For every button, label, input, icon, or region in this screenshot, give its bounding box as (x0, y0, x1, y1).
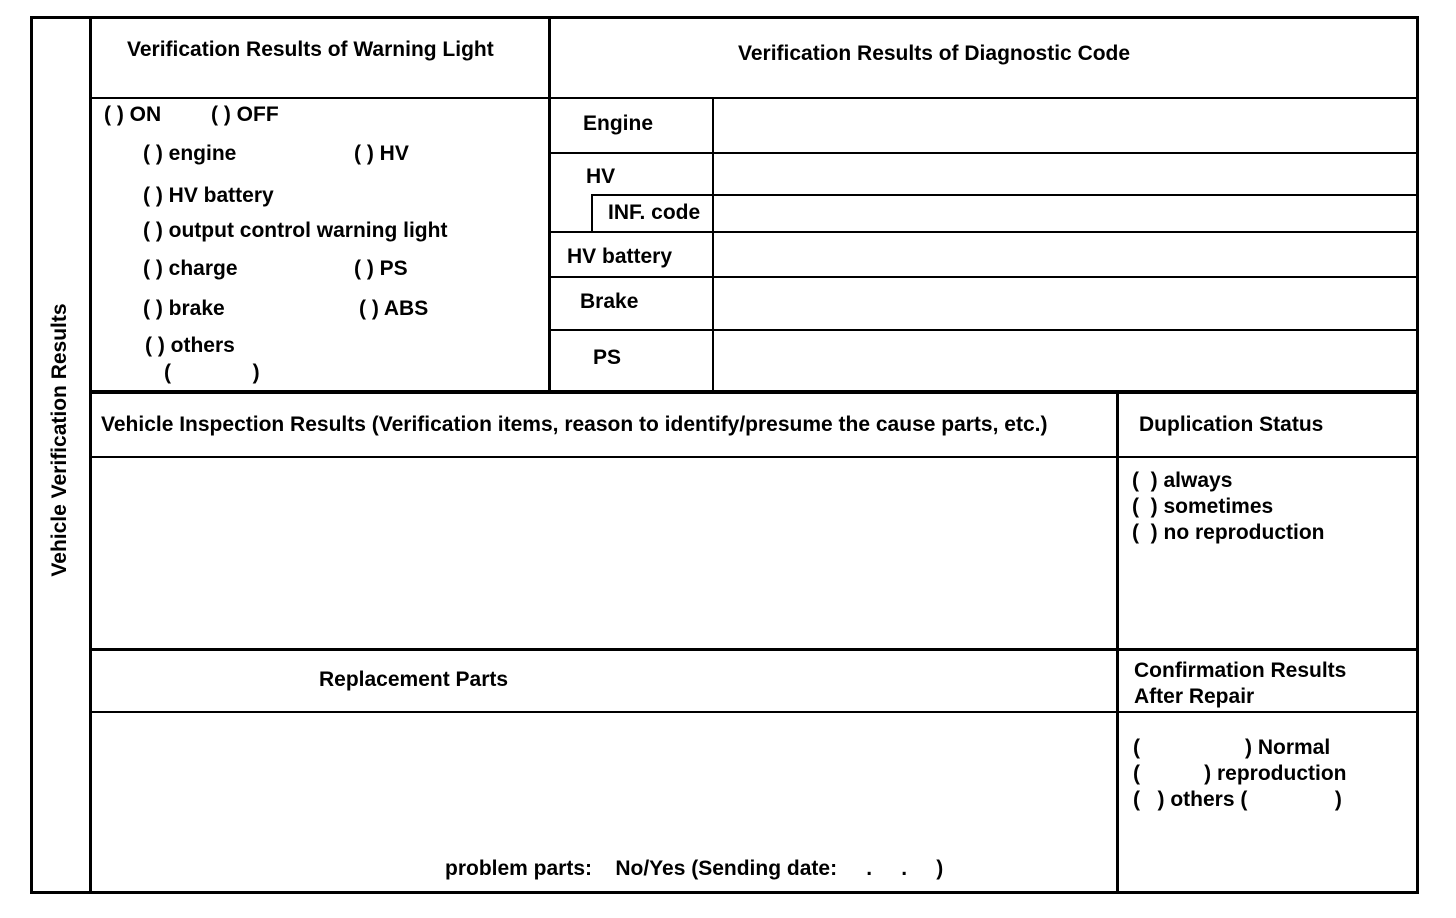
diag-row-engine-rule (551, 152, 1417, 154)
frame-bottom (30, 891, 1419, 894)
diag-row-brake-rule (551, 329, 1417, 331)
diag-field-brake[interactable] (716, 280, 1414, 327)
section-rule-bottom (92, 648, 1417, 651)
diag-field-ps[interactable] (716, 333, 1414, 389)
confirm-normal-checkbox[interactable]: ( ) Normal (1133, 736, 1331, 759)
replacement-field[interactable] (94, 715, 1114, 845)
section-rule-top (92, 390, 1417, 394)
warning-diag-divider (548, 16, 551, 391)
diag-inf-box-top (591, 194, 712, 196)
confirmation-header-line1: Confirmation Results (1134, 659, 1347, 682)
diag-label-hv-battery: HV battery (567, 245, 673, 268)
warning-hv-checkbox[interactable]: ( ) HV (354, 142, 409, 165)
diag-label-hv: HV (586, 165, 616, 188)
dup-sometimes-checkbox[interactable]: ( ) sometimes (1132, 495, 1274, 518)
confirm-others-checkbox[interactable]: ( ) others ( ) (1133, 788, 1342, 811)
diag-label-engine: Engine (583, 112, 654, 135)
diagnostic-code-header: Verification Results of Diagnostic Code (738, 42, 1131, 65)
side-divider (89, 16, 92, 894)
warning-abs-checkbox[interactable]: ( ) ABS (359, 297, 429, 320)
warning-others-field[interactable]: ( ) (164, 361, 260, 384)
confirm-reproduction-checkbox[interactable]: ( ) reproduction (1133, 762, 1347, 785)
diag-label-brake: Brake (580, 290, 639, 313)
diag-label-divider (712, 99, 714, 391)
diag-field-hv-battery[interactable] (716, 235, 1414, 274)
replacement-header-rule (92, 711, 1417, 713)
diag-field-inf-code[interactable] (716, 198, 1414, 229)
warning-on-checkbox[interactable]: ( ) ON (104, 103, 162, 126)
inspection-header-rule (92, 456, 1417, 458)
warning-light-header: Verification Results of Warning Light (127, 38, 494, 61)
inspection-field[interactable] (94, 460, 1114, 646)
warning-others-checkbox[interactable]: ( ) others (145, 334, 235, 357)
side-label: Vehicle Verification Results (48, 303, 71, 577)
duplication-header: Duplication Status (1139, 413, 1324, 436)
inspection-header: Vehicle Inspection Results (Verification items, reason to identify/presume the cause parts, etc.) (101, 413, 1048, 436)
frame-right (1416, 16, 1419, 894)
warning-hv-battery-checkbox[interactable]: ( ) HV battery (143, 184, 274, 207)
dup-no-reproduction-checkbox[interactable]: ( ) no reproduction (1132, 521, 1325, 544)
warning-output-control-checkbox[interactable]: ( ) output control warning light (143, 219, 448, 242)
warning-engine-checkbox[interactable]: ( ) engine (143, 142, 237, 165)
warning-header-rule (92, 97, 548, 99)
warning-off-checkbox[interactable]: ( ) OFF (211, 103, 279, 126)
inspection-dup-divider (1116, 392, 1119, 892)
warning-brake-checkbox[interactable]: ( ) brake (143, 297, 225, 320)
diag-field-hv[interactable] (716, 156, 1414, 192)
warning-ps-checkbox[interactable]: ( ) PS (354, 257, 408, 280)
frame-top (30, 16, 1419, 19)
diag-row-hvbat-rule (551, 276, 1417, 278)
diag-field-engine[interactable] (716, 101, 1414, 150)
dup-always-checkbox[interactable]: ( ) always (1132, 469, 1233, 492)
diag-header-rule (551, 97, 1417, 99)
problem-parts-line[interactable]: problem parts: No/Yes (Sending date: . . ) (445, 857, 944, 880)
diag-row-inf-rule (551, 231, 1417, 233)
diag-inf-box-left (591, 194, 593, 232)
warning-charge-checkbox[interactable]: ( ) charge (143, 257, 238, 280)
diag-label-inf-code: INF. code (608, 201, 701, 224)
replacement-header: Replacement Parts (319, 668, 509, 691)
diag-label-ps: PS (593, 346, 622, 369)
frame-left (30, 16, 33, 894)
confirmation-header-line2: After Repair (1134, 685, 1255, 708)
diag-row-hv-rule (714, 194, 1417, 196)
